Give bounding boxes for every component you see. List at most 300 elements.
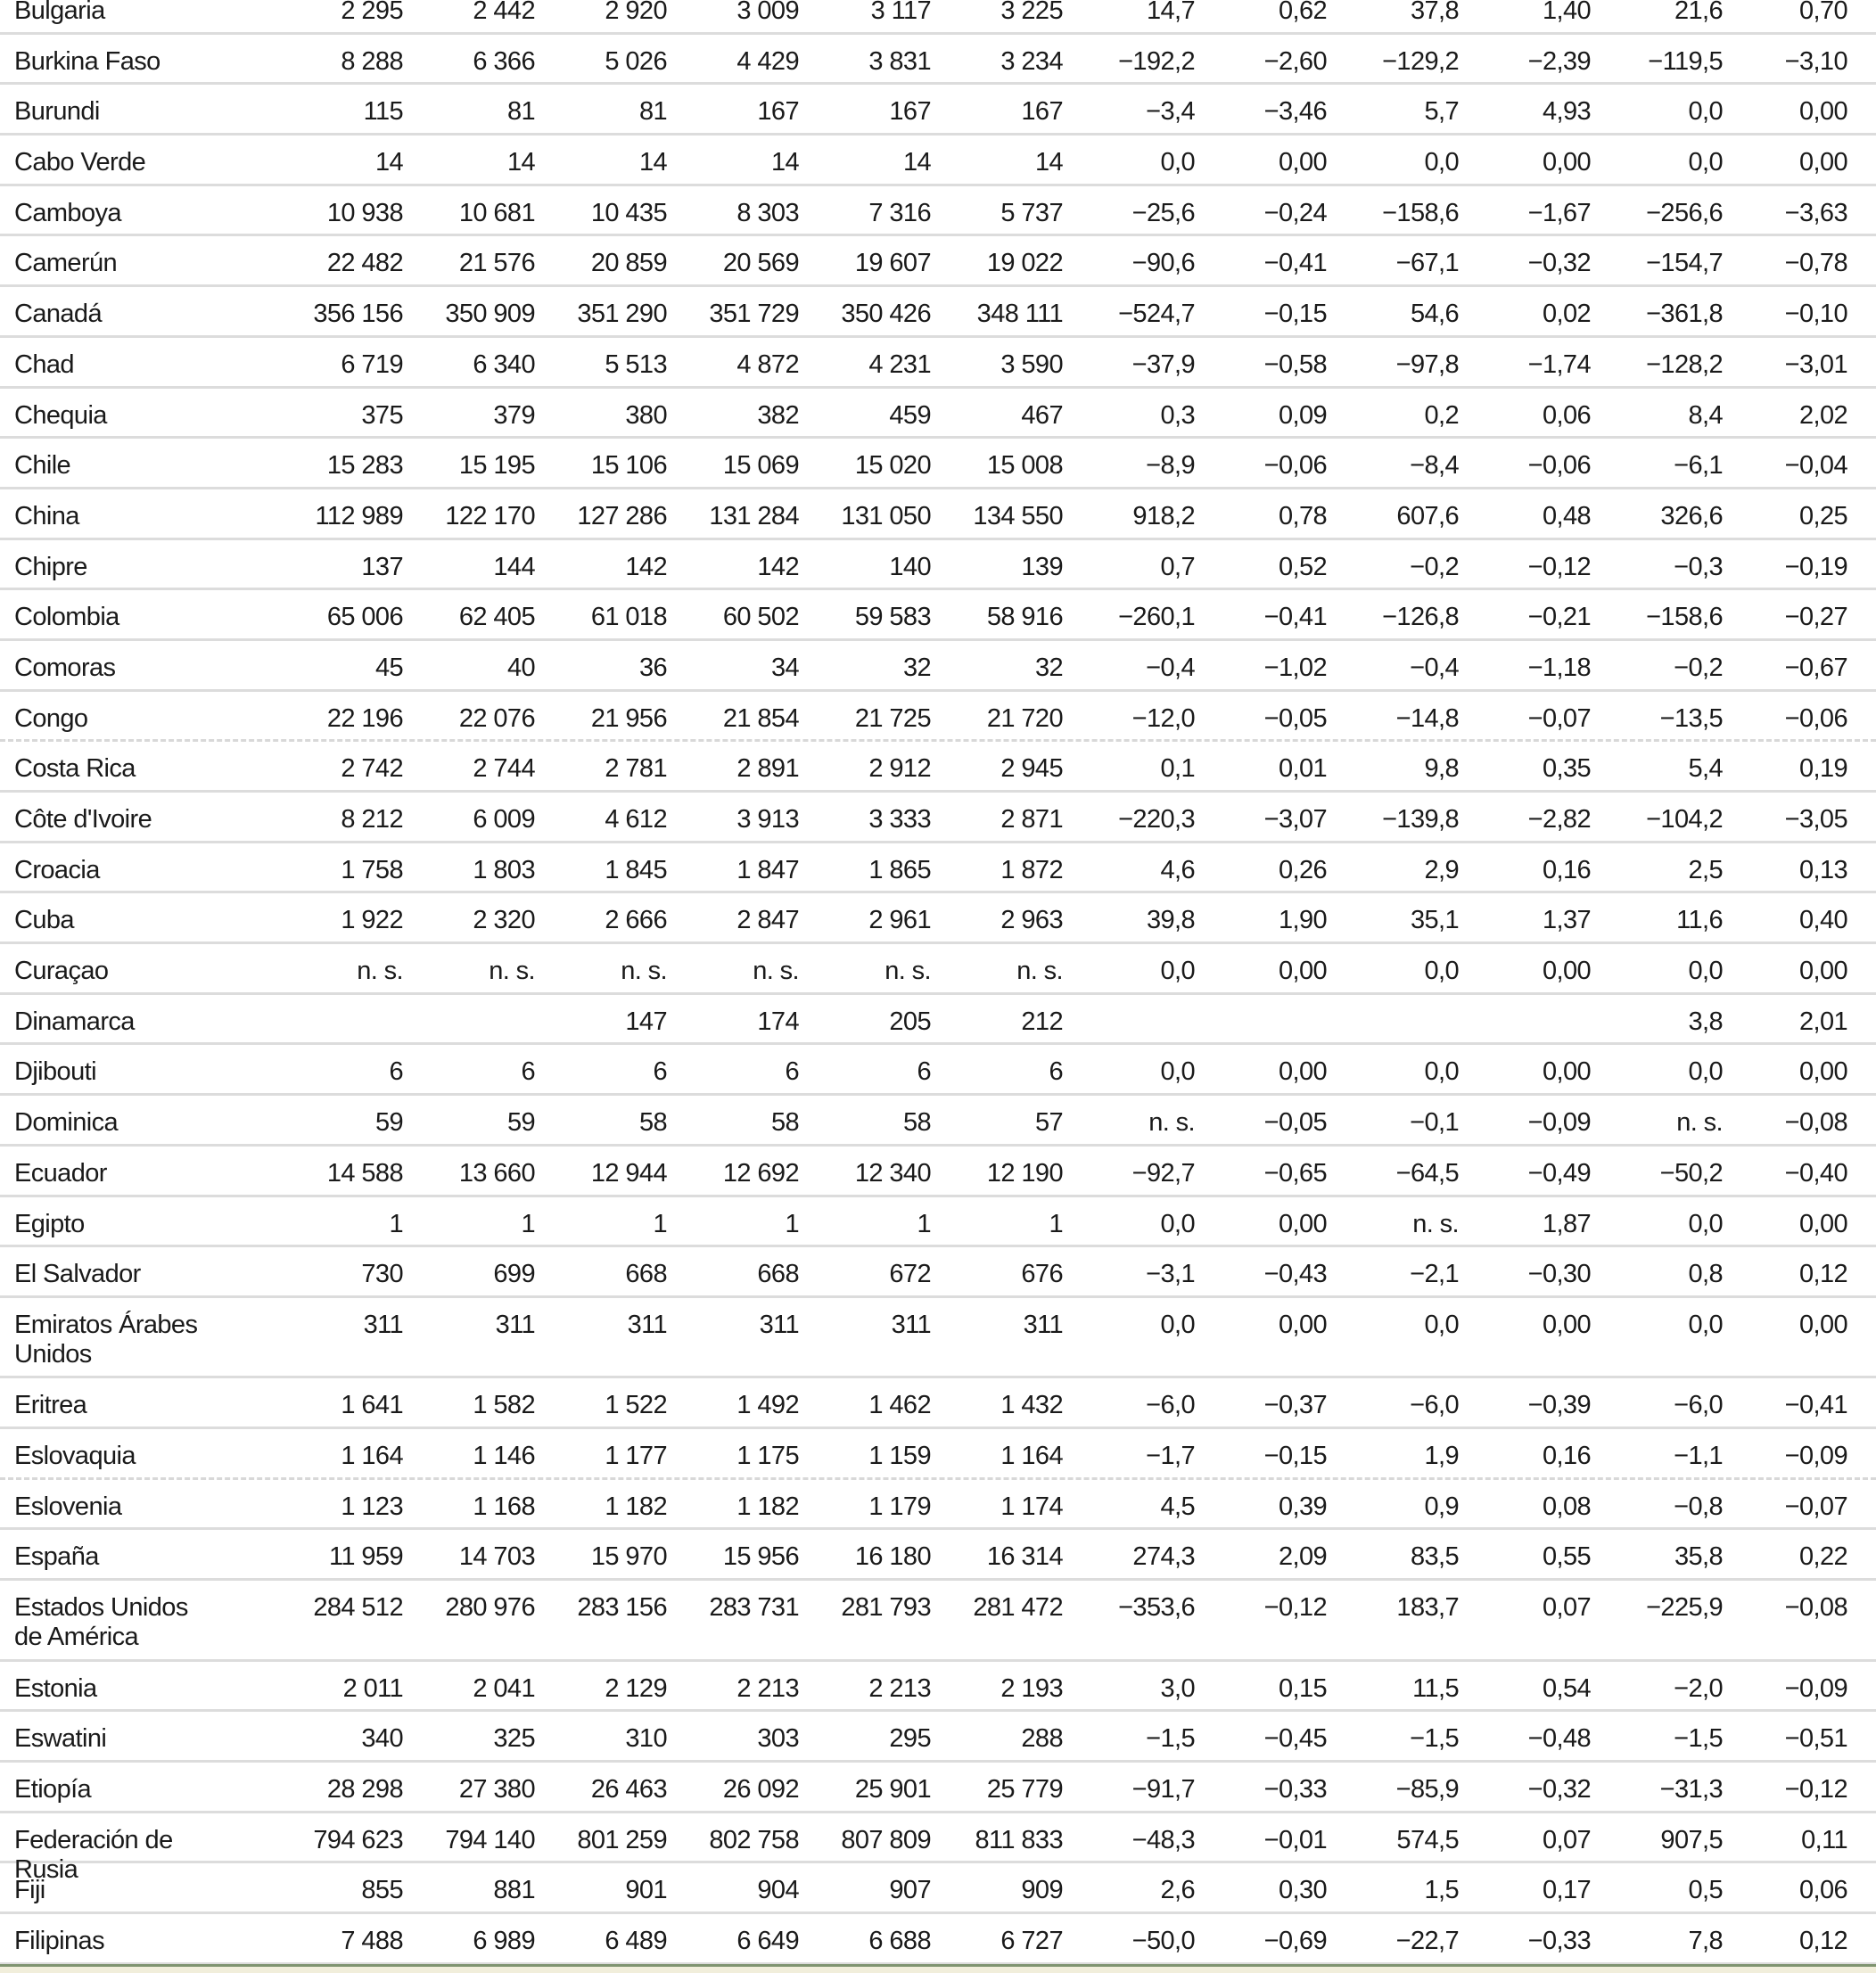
value-cell: −0,15 [1263,1442,1327,1471]
value-cell: −6,0 [1674,1391,1723,1420]
value-cell: 65 006 [326,603,403,632]
value-cell: 3 590 [1000,349,1063,379]
country-name: Cuba [14,906,74,935]
country-name: Curaçao [14,957,109,986]
country-name: Burkina Faso [14,46,160,76]
value-cell: 2,09 [1278,1542,1327,1572]
value-cell: 0,00 [1278,148,1327,177]
footer-band [0,1967,1876,1973]
value-cell: −0,05 [1263,703,1327,733]
value-cell: −1,5 [1146,1724,1195,1754]
value-cell: 20 569 [722,249,799,278]
value-cell [1459,995,1591,1007]
value-cell: 2,01 [1798,1007,1847,1036]
value-cell: 58 [902,1108,931,1138]
table-row [0,439,1876,489]
country-name: China [14,501,79,530]
value-cell: 3 831 [868,46,931,76]
value-cell: 15 970 [590,1542,667,1572]
value-cell: 375 [361,400,403,430]
value-cell: −0,06 [1527,451,1591,481]
value-cell: −25,6 [1131,198,1195,227]
value-cell: 0,00 [1798,97,1847,127]
value-cell: −14,8 [1395,703,1459,733]
value-cell: 2 945 [1000,754,1063,784]
value-cell: 21 725 [854,703,931,733]
value-cell: 881 [493,1876,535,1905]
value-cell: 382 [757,400,799,430]
value-cell: 2 912 [868,754,931,784]
value-cell: 35,1 [1410,906,1459,935]
value-cell: 0,0 [1424,148,1459,177]
value-cell: −129,2 [1382,46,1459,76]
value-cell: −64,5 [1395,1158,1459,1188]
table-row [0,236,1876,287]
value-cell: −0,48 [1527,1724,1591,1754]
country-name: Bulgaria [14,0,105,25]
value-cell: 0,0 [1688,97,1723,127]
value-cell: 283 731 [709,1593,799,1623]
value-cell: 2 011 [342,1673,403,1703]
value-cell: −0,65 [1263,1158,1327,1188]
value-cell: 0,7 [1160,552,1195,581]
value-cell: 0,13 [1798,855,1847,884]
value-cell: 5 737 [1000,198,1063,227]
value-cell: −139,8 [1382,805,1459,834]
value-cell: 0,78 [1278,501,1327,530]
value-cell: −220,3 [1118,805,1195,834]
table-row [0,186,1876,237]
country-name: Congo [14,703,88,733]
value-cell: 15 956 [722,1542,799,1572]
value-cell: 10 435 [590,198,667,227]
value-cell: 2,5 [1688,855,1723,884]
country-name: Estados Unidos de América [14,1593,188,1652]
value-cell: 205 [889,1007,931,1036]
value-cell: 34 [770,653,799,682]
value-cell: 1,9 [1424,1442,1459,1471]
value-cell: −524,7 [1118,300,1195,329]
value-cell: 4 872 [736,349,799,379]
value-cell: 26 092 [722,1775,799,1804]
value-cell: 15 195 [458,451,535,481]
value-cell: 21 720 [986,703,1063,733]
country-name: Colombia [14,603,119,632]
value-cell: 2 871 [1000,805,1063,834]
value-cell: 9,8 [1424,754,1459,784]
value-cell: 310 [625,1724,667,1754]
value-cell: −260,1 [1118,603,1195,632]
value-cell: 2,9 [1424,855,1459,884]
value-cell: −31,3 [1659,1775,1723,1804]
value-cell: −92,7 [1131,1158,1195,1188]
value-cell: 0,07 [1542,1825,1591,1854]
value-cell: 2 847 [736,906,799,935]
value-cell: 1 641 [341,1391,403,1420]
value-cell: 311 [495,1310,535,1339]
value-cell: −0,69 [1263,1927,1327,1956]
value-cell: 39,8 [1146,906,1195,935]
value-cell: 11 959 [329,1542,403,1572]
value-cell: 0,0 [1160,1209,1195,1238]
value-cell: 918,2 [1132,501,1195,530]
value-cell: 15 008 [986,451,1063,481]
value-cell: 0,2 [1424,400,1459,430]
value-cell: −0,43 [1263,1260,1327,1289]
value-cell: −13,5 [1659,703,1723,733]
value-cell: 1 [653,1209,667,1238]
value-cell: 0,0 [1688,1209,1723,1238]
value-cell: −1,74 [1527,349,1591,379]
value-cell: −50,2 [1659,1158,1723,1188]
value-cell: 19 022 [986,249,1063,278]
value-cell: 0,70 [1798,0,1847,25]
value-cell: −0,15 [1263,300,1327,329]
value-cell: 0,48 [1542,501,1591,530]
value-cell: −3,46 [1263,97,1327,127]
value-cell: 6 [389,1057,403,1087]
value-cell: −3,4 [1146,97,1195,127]
value-cell: 19 607 [854,249,931,278]
value-cell: 0,00 [1542,957,1591,986]
value-cell: 2 213 [736,1673,799,1703]
value-cell: 0,30 [1278,1876,1327,1905]
table-row [0,1045,1876,1096]
value-cell: −0,32 [1527,249,1591,278]
value-cell: −0,07 [1527,703,1591,733]
value-cell: −12,0 [1131,703,1195,733]
value-cell: 5,7 [1424,97,1459,127]
value-cell: −1,02 [1263,653,1327,682]
value-cell: 12 692 [722,1158,799,1188]
table-row [0,995,1876,1046]
value-cell: 280 976 [445,1593,535,1623]
value-cell: 6 340 [473,349,535,379]
value-cell: 379 [493,400,535,430]
value-cell: 1,5 [1424,1876,1459,1905]
value-cell: −0,24 [1263,198,1327,227]
value-cell: 0,8 [1688,1260,1723,1289]
value-cell: 0,00 [1278,1209,1327,1238]
value-cell: 1 [785,1209,799,1238]
value-cell: n. s. [621,957,667,986]
value-cell: 0,26 [1278,855,1327,884]
value-cell: −126,8 [1382,603,1459,632]
value-cell: 2 295 [341,0,403,25]
value-cell: 1 164 [341,1442,403,1471]
value-cell: −6,0 [1146,1391,1195,1420]
table-row [0,1197,1876,1248]
value-cell: −0,33 [1263,1775,1327,1804]
value-cell: −0,58 [1263,349,1327,379]
table-row [0,590,1876,641]
value-cell: 5,4 [1688,754,1723,784]
value-cell: 2 442 [473,0,535,25]
value-cell: 356 156 [313,300,403,329]
value-cell: 26 463 [590,1775,667,1804]
value-cell [1063,995,1195,1007]
value-cell: 1 [917,1209,931,1238]
country-name: Dominica [14,1108,119,1138]
table-row [0,1480,1876,1531]
value-cell: 6 009 [473,805,535,834]
value-cell: 672 [889,1260,931,1289]
country-name: Federación de Rusia [14,1825,173,1884]
table-row [0,843,1876,894]
value-cell: 351 290 [577,300,667,329]
value-cell: 11,5 [1412,1673,1459,1703]
table-row [0,389,1876,440]
country-name: Eswatini [14,1724,107,1754]
value-cell: 340 [361,1724,403,1754]
value-cell: −2,0 [1674,1673,1723,1703]
value-cell: 1 146 [473,1442,535,1471]
country-name: Croacia [14,855,100,884]
value-cell: 326,6 [1660,501,1723,530]
value-cell: 15 106 [590,451,667,481]
value-cell: 459 [889,400,931,430]
value-cell: −104,2 [1646,805,1723,834]
value-cell: 27 380 [458,1775,535,1804]
value-cell: 81 [638,97,667,127]
table-row [0,893,1876,944]
value-cell: −0,08 [1784,1108,1847,1138]
value-cell: 2 193 [1000,1673,1063,1703]
table-row [0,1581,1876,1662]
country-name: El Salvador [14,1260,141,1289]
value-cell: 699 [493,1260,535,1289]
value-cell: 467 [1021,400,1063,430]
value-cell: 303 [757,1724,799,1754]
value-cell: 2 781 [605,754,667,784]
value-cell: 2 963 [1000,906,1063,935]
value-cell: 6 649 [736,1927,799,1956]
value-cell: 0,62 [1278,0,1327,25]
country-name: Eritrea [14,1391,87,1420]
value-cell: 4,5 [1160,1492,1195,1521]
value-cell: 6 366 [473,46,535,76]
value-cell: 21 854 [722,703,799,733]
value-cell: −0,41 [1263,603,1327,632]
table-row [0,540,1876,591]
value-cell: 1 182 [736,1492,799,1521]
value-cell: 0,01 [1278,754,1327,784]
table-row [0,1378,1876,1429]
value-cell: −0,2 [1674,653,1723,682]
value-cell: 25 901 [854,1775,931,1804]
value-cell: 4,93 [1542,97,1591,127]
value-cell: 7,8 [1688,1927,1723,1956]
value-cell: 6 [521,1057,535,1087]
country-name: Canadá [14,300,102,329]
value-cell: 325 [493,1724,535,1754]
value-cell: 380 [625,400,667,430]
value-cell: 668 [625,1260,667,1289]
value-cell: 1,90 [1278,906,1327,935]
value-cell: 8 288 [341,46,403,76]
value-cell: 21 956 [590,703,667,733]
value-cell: 5 026 [605,46,667,76]
value-cell: −85,9 [1395,1775,1459,1804]
value-cell: 0,39 [1278,1492,1327,1521]
value-cell: 2 129 [605,1673,667,1703]
value-cell: 2 320 [473,906,535,935]
value-cell: −1,5 [1674,1724,1723,1754]
value-cell: 142 [757,552,799,581]
value-cell: 6 989 [473,1927,535,1956]
value-cell: −0,06 [1263,451,1327,481]
value-cell: 28 298 [326,1775,403,1804]
value-cell: 144 [493,552,535,581]
value-cell: 174 [757,1007,799,1036]
value-cell: 794 140 [445,1825,535,1854]
value-cell: 16 180 [854,1542,931,1572]
value-cell: 574,5 [1396,1825,1459,1854]
value-cell: 2 666 [605,906,667,935]
table-row [0,35,1876,86]
value-cell: 4 231 [868,349,931,379]
value-cell: −158,6 [1646,603,1723,632]
country-name: Burundi [14,97,100,127]
value-cell: −8,4 [1410,451,1459,481]
value-cell: −0,27 [1784,603,1847,632]
value-cell: 58 916 [986,603,1063,632]
value-cell: 11,6 [1676,906,1723,935]
value-cell: 1 758 [341,855,403,884]
value-cell: 5 513 [605,349,667,379]
table-row [0,338,1876,389]
table-row [0,1662,1876,1713]
value-cell: −6,0 [1410,1391,1459,1420]
value-cell: −0,39 [1527,1391,1591,1420]
value-cell: 0,9 [1424,1492,1459,1521]
value-cell: 0,0 [1160,1057,1195,1087]
value-cell: 21,6 [1674,0,1723,25]
value-cell: 40 [506,653,535,682]
value-cell: 0,35 [1542,754,1591,784]
value-cell: 4 429 [736,46,799,76]
value-cell: 1 174 [1000,1492,1063,1521]
value-cell: 1 922 [341,906,403,935]
country-name: Eslovenia [14,1492,122,1521]
value-cell: 1 [389,1209,403,1238]
value-cell: 0,0 [1688,1310,1723,1339]
value-cell: 3 234 [1000,46,1063,76]
value-cell: 0,0 [1160,148,1195,177]
value-cell: 1 164 [1000,1442,1063,1471]
value-cell: 54,6 [1410,300,1459,329]
value-cell: −0,12 [1527,552,1591,581]
table-row [0,1914,1876,1965]
value-cell: 59 [374,1108,403,1138]
value-cell: 115 [363,97,403,127]
value-cell: 14 [1034,148,1063,177]
table-row [0,1429,1876,1480]
value-cell: 0,54 [1542,1673,1591,1703]
value-cell: 3 225 [1000,0,1063,25]
table-row [0,0,1876,35]
value-cell: 22 482 [326,249,403,278]
value-cell: −0,49 [1527,1158,1591,1188]
value-cell: 21 576 [458,249,535,278]
value-cell [403,995,535,1007]
value-cell: 4 612 [605,805,667,834]
value-cell: 2 920 [605,0,667,25]
value-cell: −0,2 [1410,552,1459,581]
value-cell: 0,0 [1688,957,1723,986]
value-cell: 2 213 [868,1673,931,1703]
value-cell: 0,00 [1798,148,1847,177]
value-cell: 10 681 [458,198,535,227]
value-cell: −0,06 [1784,703,1847,733]
value-cell: 32 [902,653,931,682]
value-cell: −67,1 [1395,249,1459,278]
value-cell: 131 050 [841,501,931,530]
country-name: Camerún [14,249,118,278]
value-cell: 0,25 [1798,501,1847,530]
value-cell: 0,0 [1688,1057,1723,1087]
value-cell: 35,8 [1674,1542,1723,1572]
value-cell: 295 [889,1724,931,1754]
value-cell: 1 432 [1000,1391,1063,1420]
value-cell: −158,6 [1382,198,1459,227]
country-name: Etiopía [14,1775,92,1804]
value-cell: 60 502 [722,603,799,632]
country-name: Djibouti [14,1057,96,1087]
value-cell: −0,19 [1784,552,1847,581]
country-name: Fiji [14,1876,45,1905]
value-cell: 7 488 [341,1927,403,1956]
value-cell: 3,8 [1688,1007,1723,1036]
value-cell: 0,15 [1278,1673,1327,1703]
value-cell: n. s. [489,957,535,986]
table-row [0,1763,1876,1813]
value-cell: 167 [889,97,931,127]
value-cell: n. s. [1148,1108,1195,1138]
value-cell: 12 190 [986,1158,1063,1188]
value-cell: −0,09 [1784,1673,1847,1703]
value-cell: 907 [889,1876,931,1905]
value-cell: 81 [506,97,535,127]
value-cell: 0,55 [1542,1542,1591,1572]
value-cell: 15 283 [326,451,403,481]
value-cell: 0,5 [1688,1876,1723,1905]
value-cell: 14 [638,148,667,177]
value-cell: 1 845 [605,855,667,884]
value-cell: 1 159 [868,1442,931,1471]
value-cell: 22 076 [458,703,535,733]
value-cell: 1 462 [868,1391,931,1420]
value-cell: −3,63 [1784,198,1847,227]
table-row [0,1147,1876,1197]
country-name: Comoras [14,653,116,682]
value-cell: −0,04 [1784,451,1847,481]
value-cell: 6 [785,1057,799,1087]
value-cell: −0,09 [1527,1108,1591,1138]
value-cell: 0,0 [1160,1310,1195,1339]
value-cell: 14 588 [326,1158,403,1188]
value-cell: 284 512 [313,1593,403,1623]
table-row [0,1863,1876,1914]
table-row [0,641,1876,692]
value-cell: 0,22 [1798,1542,1847,1572]
country-name: Chad [14,349,74,379]
value-cell: −0,37 [1263,1391,1327,1420]
value-cell: 676 [1021,1260,1063,1289]
value-cell: 167 [1021,97,1063,127]
value-cell: −37,9 [1131,349,1195,379]
value-cell: 14 703 [458,1542,535,1572]
